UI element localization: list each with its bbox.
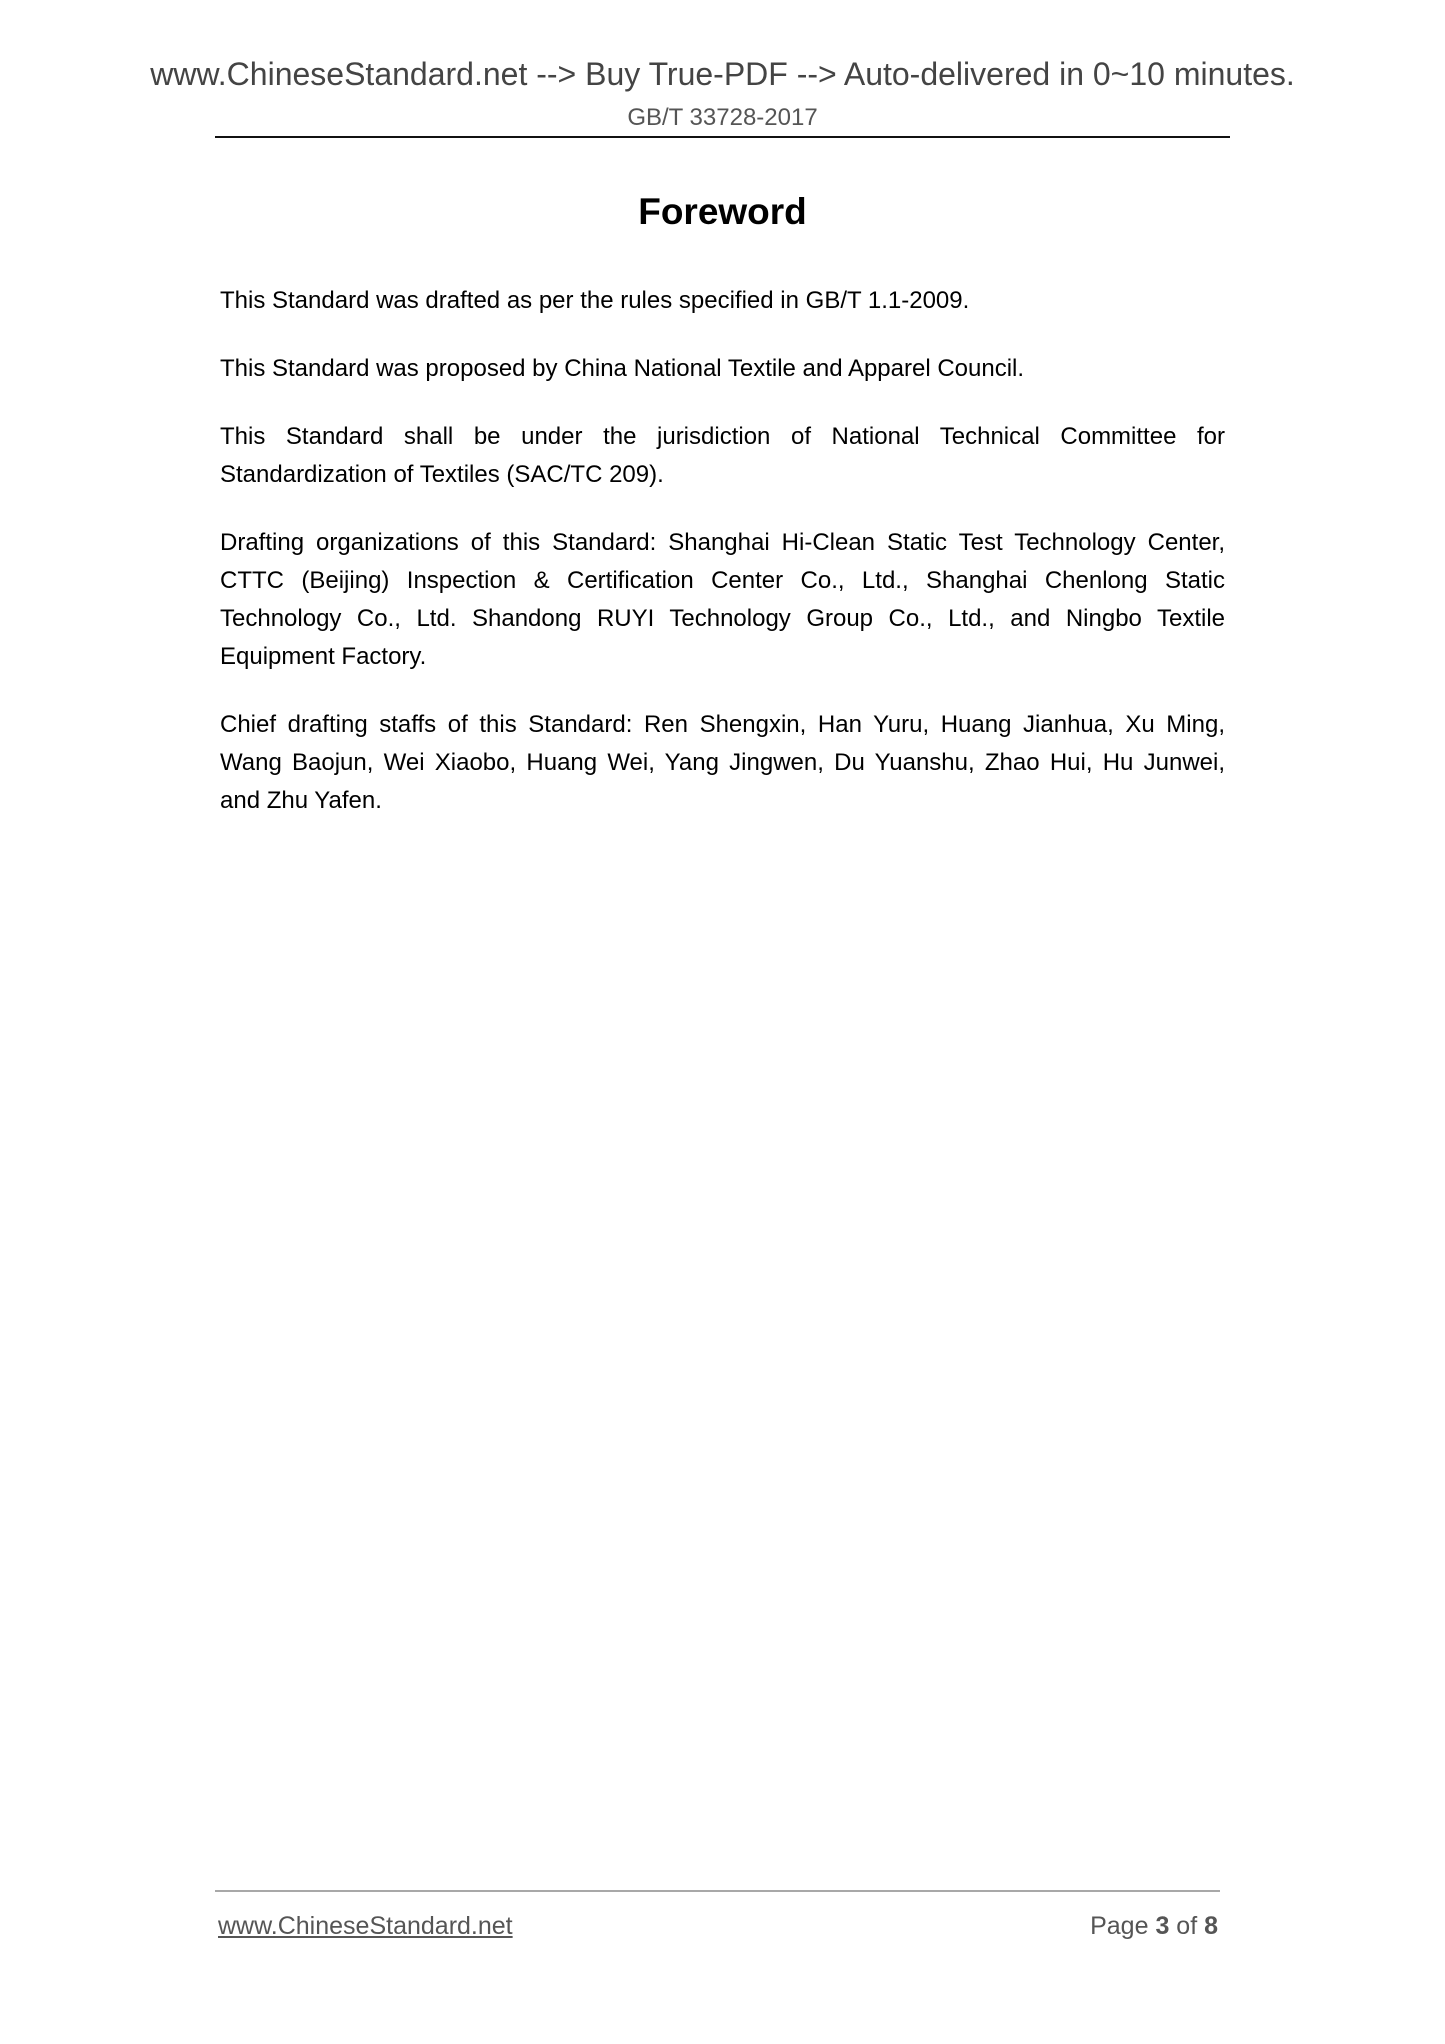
page-current: 3: [1155, 1912, 1170, 1940]
standard-code: GB/T 33728-2017: [627, 104, 818, 131]
page-title: Foreword: [638, 191, 807, 232]
paragraph-drafting-organizations: Drafting organizations of this Standard: Shanghai Hi-Clean Static Test Technology Center, CTTC (Beijing) Inspection & Certification Center Co., Ltd., Shanghai Chenlong Static Technology Co., Ltd. Shandong RUYI Technology Group Co., Ltd., and Ningbo Textile Equipment Factory.: [220, 529, 1225, 670]
page-of: of: [1169, 1912, 1205, 1940]
page-total: 8: [1204, 1912, 1218, 1940]
paragraph-jurisdiction: This Standard shall be under the jurisdiction of National Technical Committee for Standardization of Textiles (SAC/TC 209).: [220, 423, 1225, 488]
paragraph-drafting-rules: This Standard was drafted as per the rules specified in GB/T 1.1-2009.: [220, 287, 970, 314]
header-divider: [215, 136, 1230, 138]
page-prefix: Page: [1090, 1912, 1156, 1940]
site-banner: www.ChineseStandard.net --> Buy True-PDF --> Auto-delivered in 0~10 minutes.: [150, 56, 1295, 92]
paragraph-proposer: This Standard was proposed by China National Textile and Apparel Council.: [220, 355, 1025, 382]
foreword-body: [220, 282, 1225, 850]
footer-divider: [215, 1890, 1220, 1892]
page-number: [1000, 1910, 1218, 1942]
paragraph-drafting-staff: Chief drafting staffs of this Standard: Ren Shengxin, Han Yuru, Huang Jianhua, Xu Ming, Wang Baojun, Wei Xiaobo, Huang Wei, Yang Jingwen, Du Yuanshu, Zhao Hui, Hu Junwei, and Zhu Yafen.: [220, 711, 1225, 814]
footer-site-link[interactable]: www.ChineseStandard.net: [218, 1912, 513, 1940]
